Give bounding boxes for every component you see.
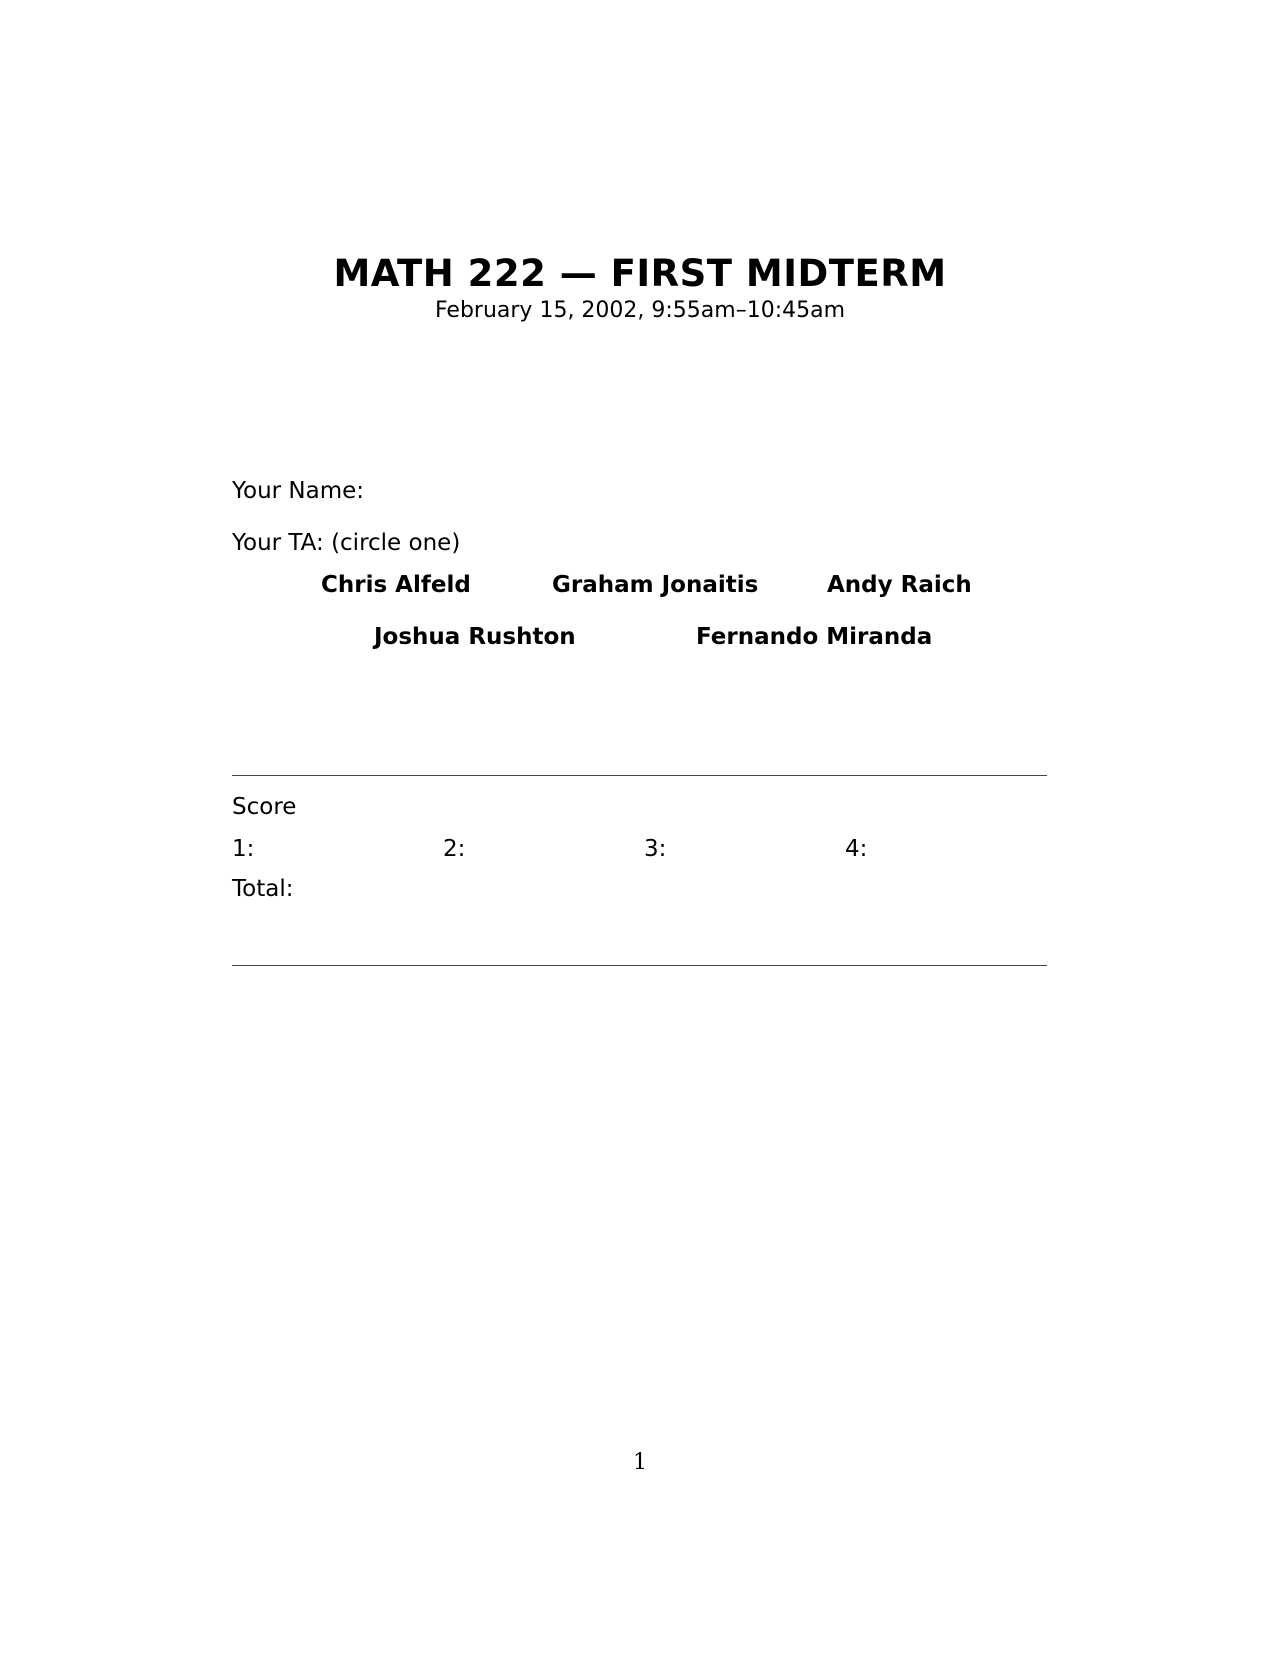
page-number: 1 (633, 1450, 647, 1475)
score-problem-label: 1: (232, 836, 255, 862)
ta-option[interactable]: Graham Jonaitis (552, 572, 759, 598)
exam-date-time: February 15, 2002, 9:55am–10:45am (434, 298, 846, 323)
ta-option[interactable]: Chris Alfeld (321, 572, 471, 598)
divider-top (232, 775, 1047, 776)
ta-label: Your TA: (circle one) (232, 530, 461, 556)
name-label: Your Name: (232, 478, 365, 504)
score-problem-label: 4: (845, 836, 868, 862)
score-total-label: Total: (232, 876, 294, 902)
score-heading: Score (232, 794, 297, 820)
score-problem-label: 3: (644, 836, 667, 862)
ta-option[interactable]: Fernando Miranda (696, 624, 933, 650)
ta-option[interactable]: Andy Raich (827, 572, 972, 598)
ta-option[interactable]: Joshua Rushton (374, 624, 576, 650)
page-title: MATH 222 — FIRST MIDTERM (333, 252, 947, 295)
score-problem-label: 2: (443, 836, 466, 862)
divider-bottom (232, 965, 1047, 966)
